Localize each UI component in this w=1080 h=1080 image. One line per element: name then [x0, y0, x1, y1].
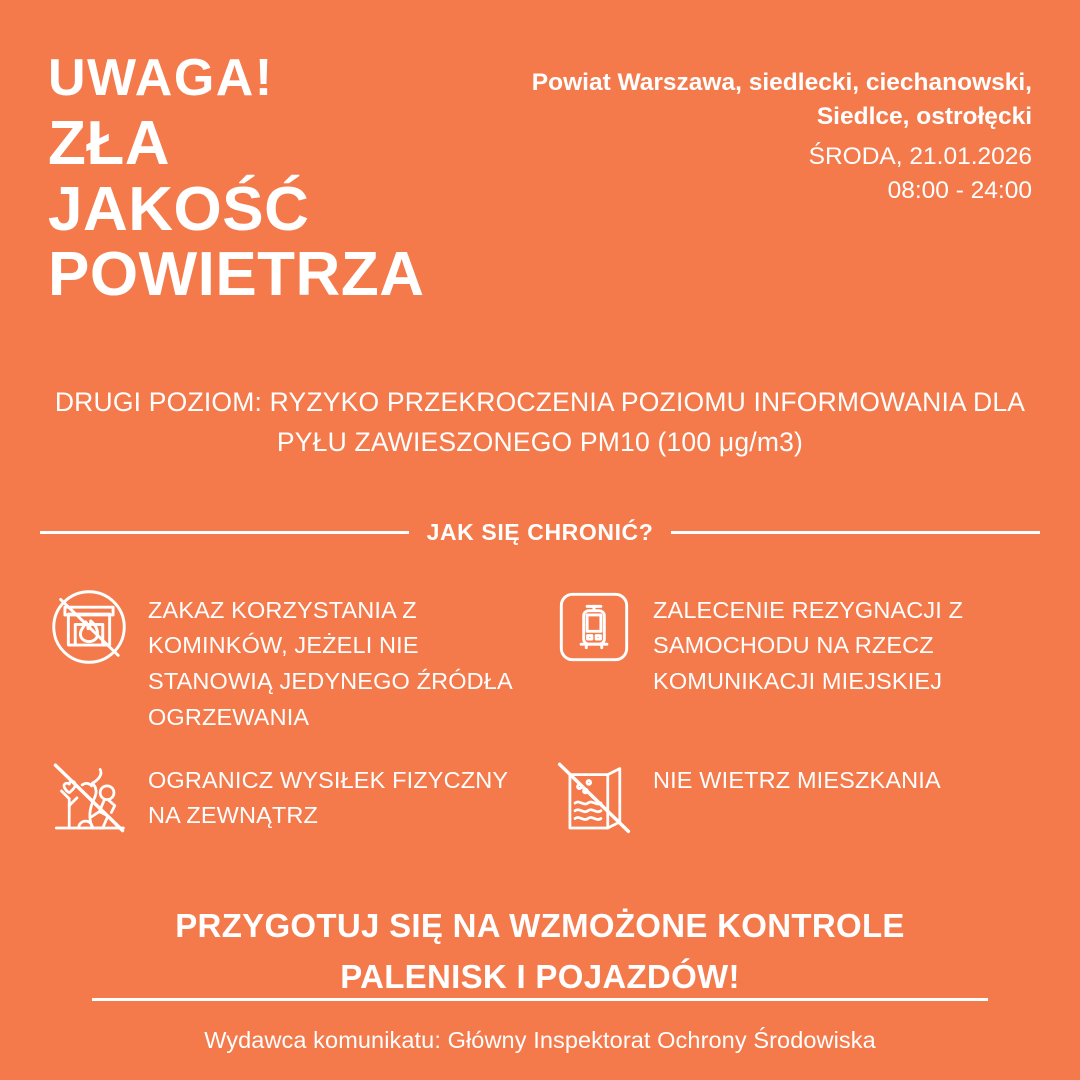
title-line-1: ZŁA [48, 109, 171, 179]
no-open-window-icon [551, 754, 637, 840]
publisher-label: Wydawca komunikatu: Główny Inspektorat Ochrony Środowiska [204, 1027, 876, 1053]
alert-level-description: DRUGI POZIOM: RYZYKO PRZEKROCZENIA POZIOMU INFORMOWANIA DLA PYŁU ZAWIESZONEGO PM10 (100 μg/m3) [54, 387, 1026, 458]
title-line-2: JAKOŚĆ [48, 174, 310, 244]
tram-icon [551, 584, 637, 670]
title-line-3: POWIETRZA [48, 240, 425, 310]
tip-label: OGRANICZ WYSIŁEK FIZYCZNY NA ZEWNĄTRZ [148, 766, 508, 829]
alert-date: ŚRODA, 21.01.2026 [808, 142, 1032, 170]
footer-divider [92, 998, 988, 1001]
poster-footer [0, 998, 1080, 1054]
tip-item [46, 754, 529, 840]
divider-left [40, 531, 409, 534]
no-fireplace-icon [46, 584, 132, 670]
protection-tips-grid [46, 584, 1034, 840]
cta-line-2: PALENISK I POJAZDÓW! [340, 957, 740, 995]
headline-block [48, 49, 425, 310]
tip-item [46, 584, 529, 736]
tip-item [551, 754, 1034, 840]
tip-label: ZAKAZ KORZYSTANIA Z KOMINKÓW, JEŻELI NIE STANOWIĄ JEDYNEGO ŹRÓDŁA OGRZEWANIA [148, 596, 512, 730]
alert-time-range: 08:00 - 24:00 [887, 177, 1032, 205]
tip-label: ZALECENIE REZYGNACJI Z SAMOCHODU NA RZECZ KOMUNIKACJI MIEJSKIEJ [653, 596, 964, 695]
tip-label: NIE WIETRZ MIESZKANIA [653, 766, 941, 793]
cta-line-1: PRZYGOTUJ SIĘ NA WZMOŻONE KONTROLE [175, 906, 905, 944]
page-title [48, 111, 424, 308]
no-outdoor-exercise-icon [46, 754, 132, 840]
alert-meta-block [452, 52, 1032, 209]
divider-right [671, 531, 1040, 534]
protection-section-header [40, 519, 1040, 546]
call-to-action [88, 900, 992, 1002]
poster-header [0, 0, 1080, 308]
tip-item [551, 584, 1034, 736]
affected-area: Powiat Warszawa, siedlecki, ciechanowski, Siedlce, ostrołęcki [531, 69, 1032, 130]
alert-word: UWAGA! [48, 49, 274, 107]
section-title: JAK SIĘ CHRONIĆ? [426, 518, 654, 545]
